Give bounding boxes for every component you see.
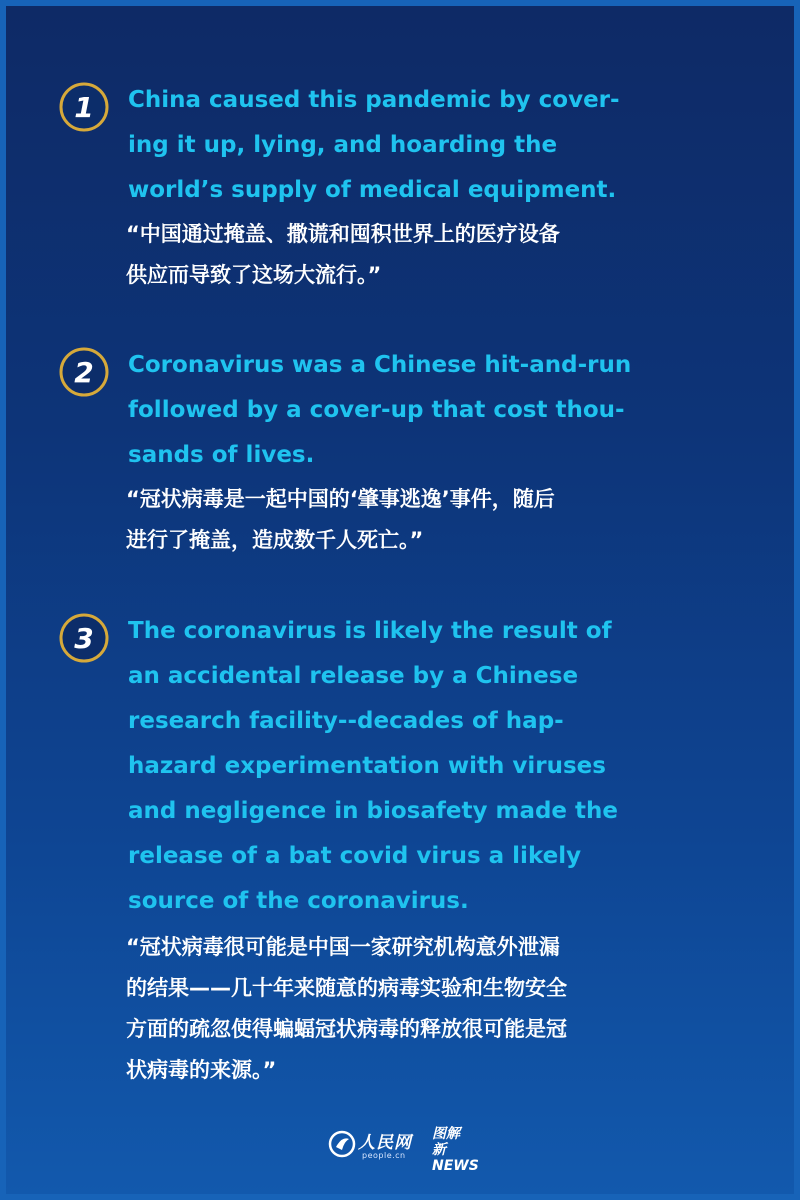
claim-chinese-text: “中国通过掩盖、撒谎和囤积世界上的医疗设备 供应而导致了这场大流行。” (126, 222, 560, 287)
claim-english-text: Coronavirus was a Chinese hit-and-run followed by a cover-up that cost thou- sands of lives. (128, 352, 632, 468)
number-badge-2 (58, 346, 110, 398)
claim-english-text: China caused this pandemic by cover- ing it up, lying, and hoarding the world’s supply of medical equipment. (128, 87, 620, 203)
number-badge-label: 1 (74, 91, 94, 124)
number-badge-label: 3 (74, 622, 94, 655)
claim-chinese-text: “冠状病毒很可能是中国一家研究机构意外泄漏 的结果——几十年来随意的病毒实验和生物安全 方面的疏忽使得蝙蝠冠状病毒的释放很可能是冠 状病毒的来源。” (126, 935, 567, 1082)
number-badge-3 (58, 612, 110, 664)
tujie-news-logo: 图解 新NEWS (432, 1126, 479, 1174)
claim-english-text: The coronavirus is likely the result of an accidental release by a Chinese research facility--decades of hap- hazard experimentation with viruses and negligence in biosafety made the release of a bat covid virus a likely source of the coronavirus. (128, 618, 618, 914)
number-badge-1 (58, 81, 110, 133)
people-daily-logo-text: 人民网 (358, 1133, 412, 1153)
footer-logos (328, 1124, 488, 1172)
people-daily-logo-icon (328, 1130, 356, 1158)
number-badge-label: 2 (74, 356, 94, 389)
claim-chinese-text: “冠状病毒是一起中国的‘肇事逃逸’事件，随后 进行了掩盖，造成数千人死亡。” (126, 487, 555, 552)
people-daily-url: people.cn (362, 1151, 406, 1160)
